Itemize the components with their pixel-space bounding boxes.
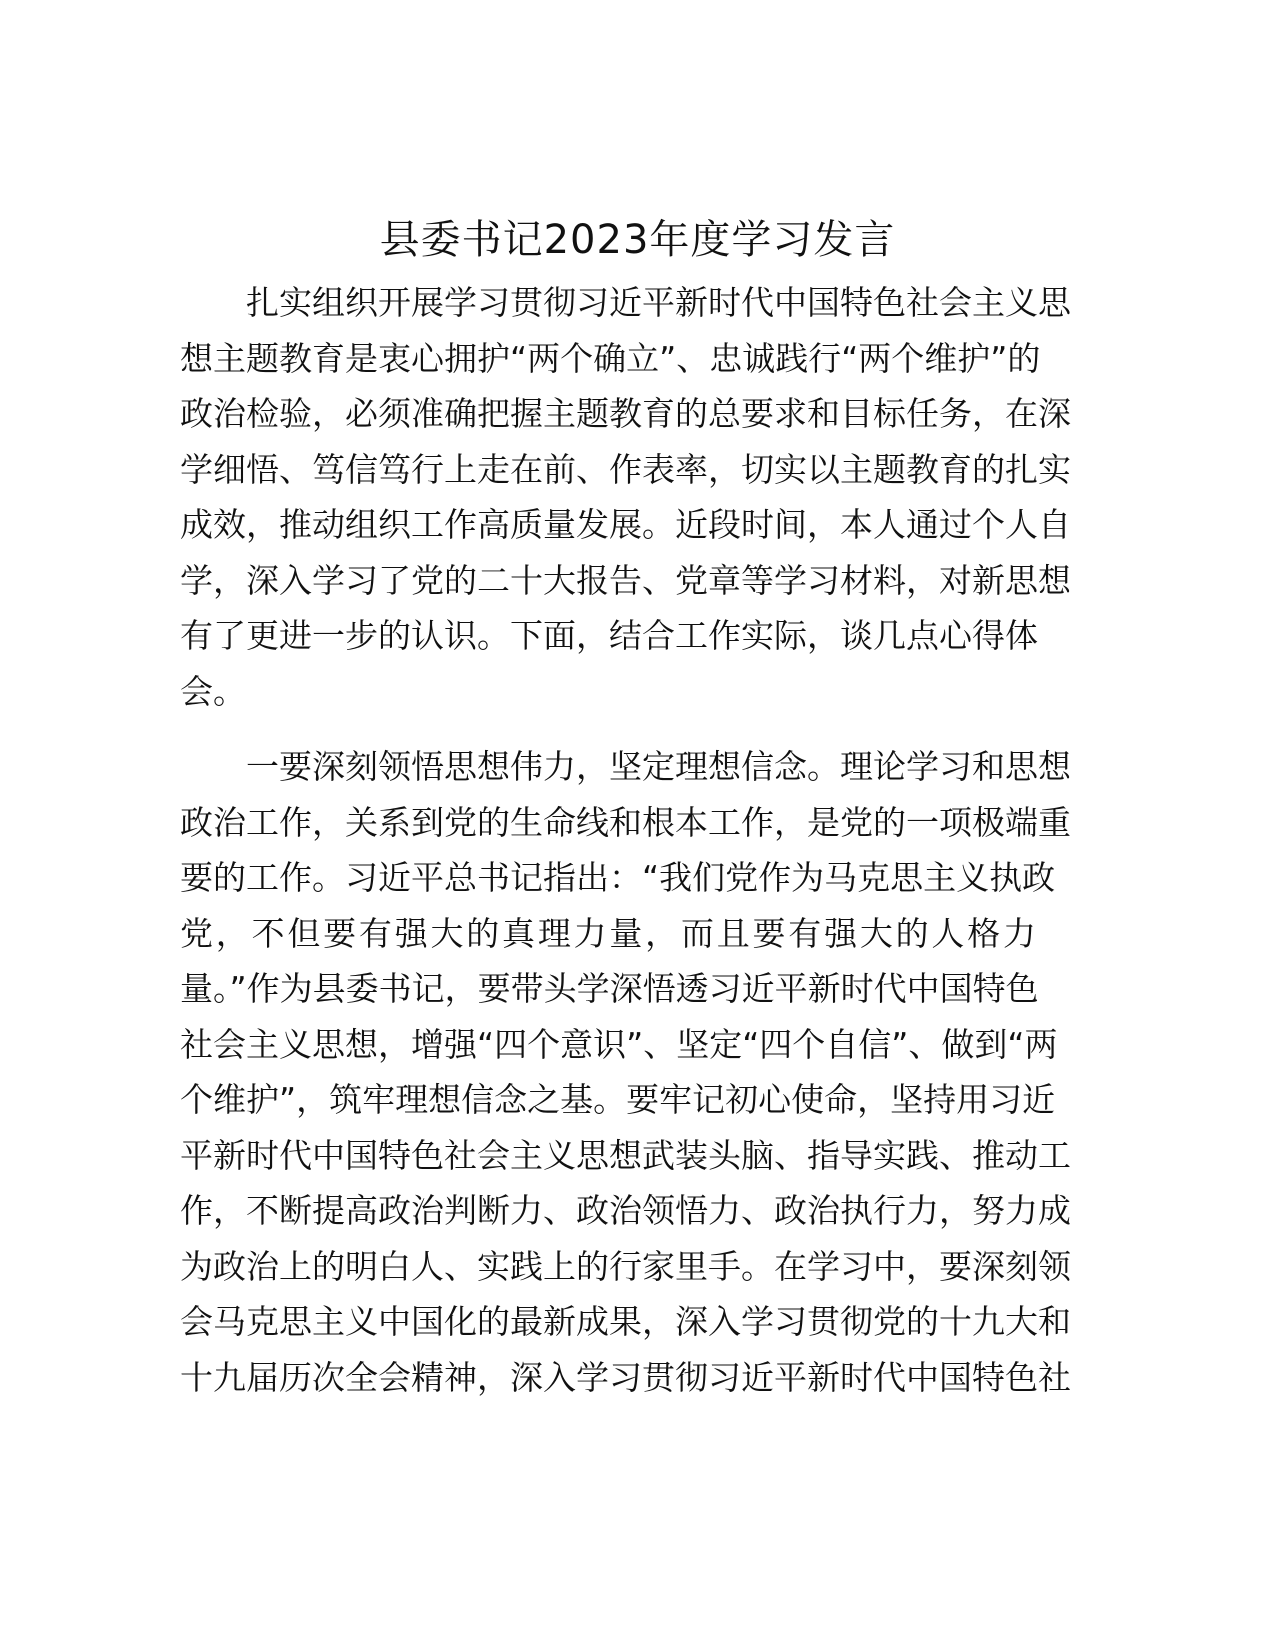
- text-line: 要的工作。习近平总书记指出：“我们党作为马克思主义执政: [180, 858, 1056, 897]
- text-line: 有了更进一步的认识。下面，结合工作实际，谈几点心得体: [180, 616, 1038, 655]
- text-line: 为政治上的明白人、实践上的行家里手。在学习中，要深刻领: [180, 1246, 1071, 1286]
- text-line: 党，不但要有强大的真理力量，而且要有强大的人格力: [180, 913, 1036, 953]
- text-line: 政治检验，必须准确把握主题教育的总要求和目标任务，在深: [180, 394, 1071, 433]
- text-line: 扎实组织开展学习贯彻习近平新时代中国特色社会主义思: [246, 283, 1071, 322]
- text-line: 量。”作为县委书记，要带头学深悟透习近平新时代中国特色: [180, 969, 1039, 1008]
- text-line: 学，深入学习了党的二十大报告、党章等学习材料，对新思想: [180, 560, 1071, 600]
- text-line: 会马克思主义中国化的最新成果，深入学习贯彻党的十九大和: [180, 1302, 1071, 1341]
- text-line: 一要深刻领悟思想伟力，坚定理想信念。理论学习和思想: [246, 747, 1071, 786]
- text-line: 想主题教育是衷心拥护“两个确立”、忠诚践行“两个维护”的: [180, 338, 1041, 378]
- text-line: 会。: [180, 671, 246, 711]
- paragraph-intro: [180, 275, 1071, 719]
- text-line: 政治工作，关系到党的生命线和根本工作，是党的一项极端重: [180, 802, 1071, 842]
- document-title: 县委书记2023年度学习发言: [379, 217, 896, 263]
- text-line: 社会主义思想，增强“四个意识”、坚定“四个自信”、做到“两: [180, 1024, 1058, 1064]
- text-line: 个维护”，筑牢理想信念之基。要牢记初心使命，坚持用习近: [180, 1080, 1056, 1119]
- text-line: 成效，推动组织工作高质量发展。近段时间，本人通过个人自: [180, 505, 1071, 544]
- paragraph-point-one: [180, 739, 1071, 1405]
- text-line: 学细悟、笃信笃行上走在前、作表率，切实以主题教育的扎实: [180, 449, 1071, 489]
- text-line: 平新时代中国特色社会主义思想武装头脑、指导实践、推动工: [180, 1135, 1071, 1175]
- text-line: 作，不断提高政治判断力、政治领悟力、政治执行力，努力成: [180, 1191, 1071, 1230]
- text-line: 十九届历次全会精神，深入学习贯彻习近平新时代中国特色社: [180, 1357, 1071, 1397]
